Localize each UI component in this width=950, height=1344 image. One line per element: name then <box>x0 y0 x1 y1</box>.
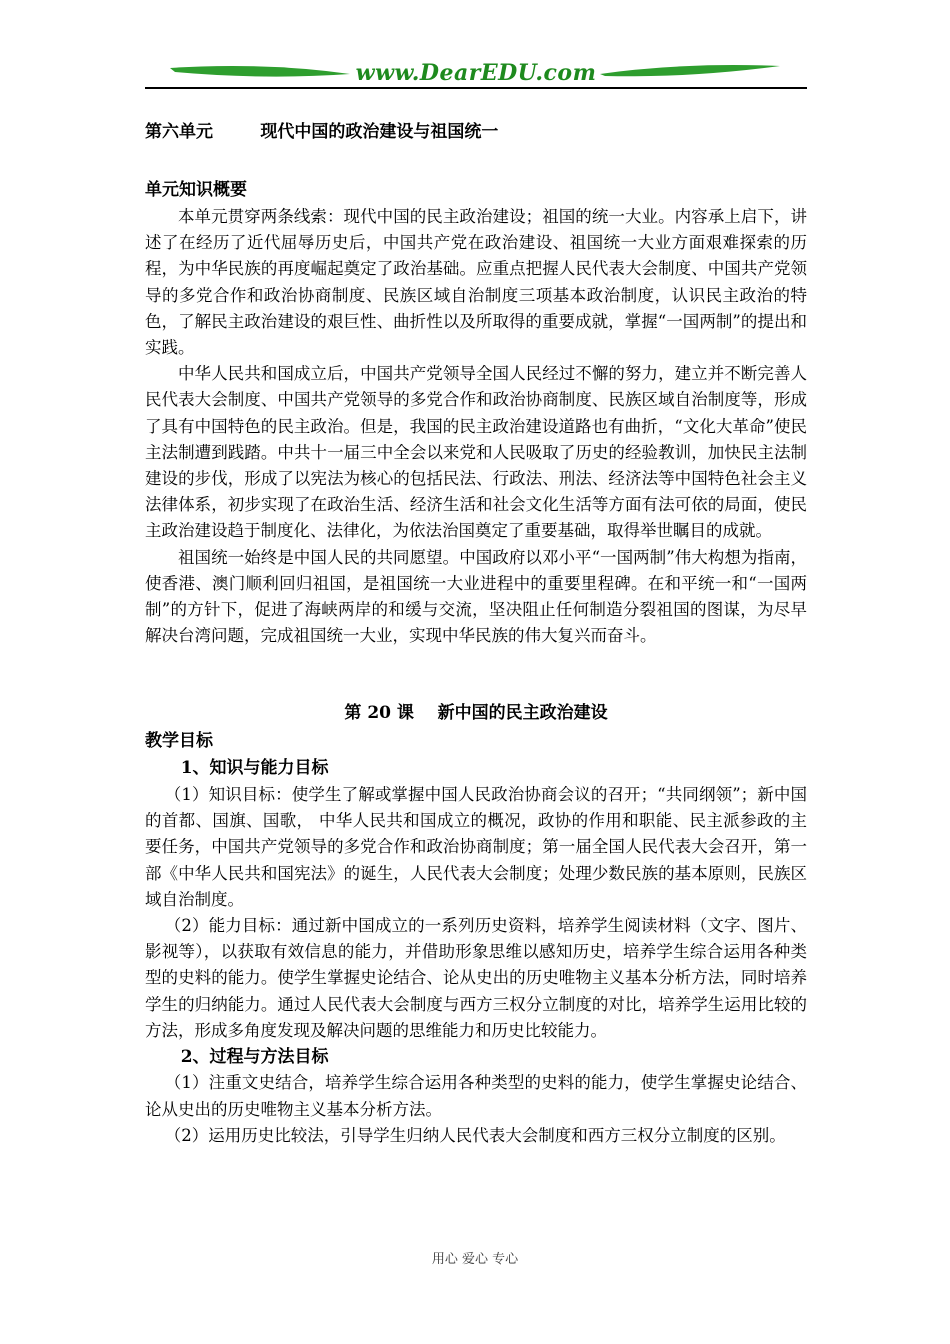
lesson-title: 第 20 课 新中国的民主政治建设 <box>344 703 608 724</box>
site-header <box>145 58 807 94</box>
process-method-heading: 2、过程与方法目标 <box>180 1046 329 1067</box>
goals-heading: 教学目标 <box>145 731 213 752</box>
overview-heading: 单元知识概要 <box>145 180 247 200</box>
overview-paragraph: 祖国统一始终是中国人民的共同愿望。中国政府以邓小平“一国两制”伟大构想为指南，使香港、澳门顺利回归祖国，是祖国统一大业进程中的重要里程碑。在和平统一和“一国两制”的方针下，促进了海峡两岸的和缓与交流，坚决阻止任何制造分裂祖国的图谋，为尽早解决台湾问题，完成祖国统一大业，实现中华民族的伟大复兴而奋斗。 <box>145 547 807 646</box>
knowledge-ability-heading: 1、知识与能力目标 <box>180 758 329 779</box>
process-goal-paragraph: （2）运用历史比较法，引导学生归纳人民代表大会制度和西方三权分立制度的区别。 <box>164 1125 786 1145</box>
ability-goal-paragraph: （2）能力目标：通过新中国成立的一系列历史资料，培养学生阅读材料（文字、图片、影视等），以获取有效信息的能力，并借助形象思维以感知历史，培养学生综合运用各种类型的史料的能力。使学生掌握史论结合、论从史出的历史唯物主义基本分析方法，同时培养学生的归纳能力。通过人民代表大会制度与西方三权分立制度的对比，培养学生运用比较的方法，形成多角度发现及解决问题的思维能力和历史比较能力。 <box>145 915 807 1040</box>
process-goal-paragraph: （1）注重文史结合，培养学生综合运用各种类型的史料的能力，使学生掌握史论结合、论从史出的历史唯物主义基本分析方法。 <box>145 1073 807 1119</box>
header-rule <box>145 87 807 89</box>
page-footer: 用心 爱心 专心 <box>431 1252 519 1267</box>
document-body <box>145 118 807 1149</box>
overview-paragraph: 中华人民共和国成立后，中国共产党领导全国人民经过不懈的努力，建立并不断完善人民代表大会制度、中国共产党领导的多党合作和政治协商制度、民族区域自治制度等，形成了具有中国特色的民主政治。但是，我国的民主政治建设道路也有曲折，“文化大革命”使民主法制遭到践踏。中共十一届三中全会以来党和人民吸取了历史的经验教训，加快民主法制建设的步伐，形成了以宪法为核心的包括民法、行政法、刑法、经济法等中国特色社会主义法律体系，初步实现了在政治生活、经济生活和社会文化生活等方面有法可依的局面，使民主政治建设趋于制度化、法律化，为依法治国奠定了重要基础，取得举世瞩目的成就。 <box>145 364 807 541</box>
site-logo-text: www.DearEDU.com <box>355 60 597 86</box>
overview-paragraph: 本单元贯穿两条线索：现代中国的民主政治建设；祖国的统一大业。内容承上启下，讲述了在经历了近代屈辱历史后，中国共产党在政治建设、祖国统一大业方面艰难探索的历程，为中华民族的再度崛起奠定了政治基础。应重点把握人民代表大会制度、中国共产党领导的多党合作和政治协商制度、民族区域自治制度三项基本政治制度，认识民主政治的特色，了解民主政治建设的艰巨性、曲折性以及所取得的重要成就，掌握“一国两制”的提出和实践。 <box>145 207 807 358</box>
knowledge-goal-paragraph: （1）知识目标：使学生了解或掌握中国人民政治协商会议的召开；“共同纲领”；新中国的首都、国旗、国歌， 中华人民共和国成立的概况，政协的作用和职能、民主派参政的主要任务，中国共产党领导的多党合作和政治协商制度；第一届全国人民代表大会召开，第一部《中华人民共和国宪法》的诞生，人民代表大会制度；处理少数民族的基本原则，民族区域自治制度。 <box>145 784 807 909</box>
unit-title: 第六单元 现代中国的政治建设与祖国统一 <box>145 122 499 142</box>
